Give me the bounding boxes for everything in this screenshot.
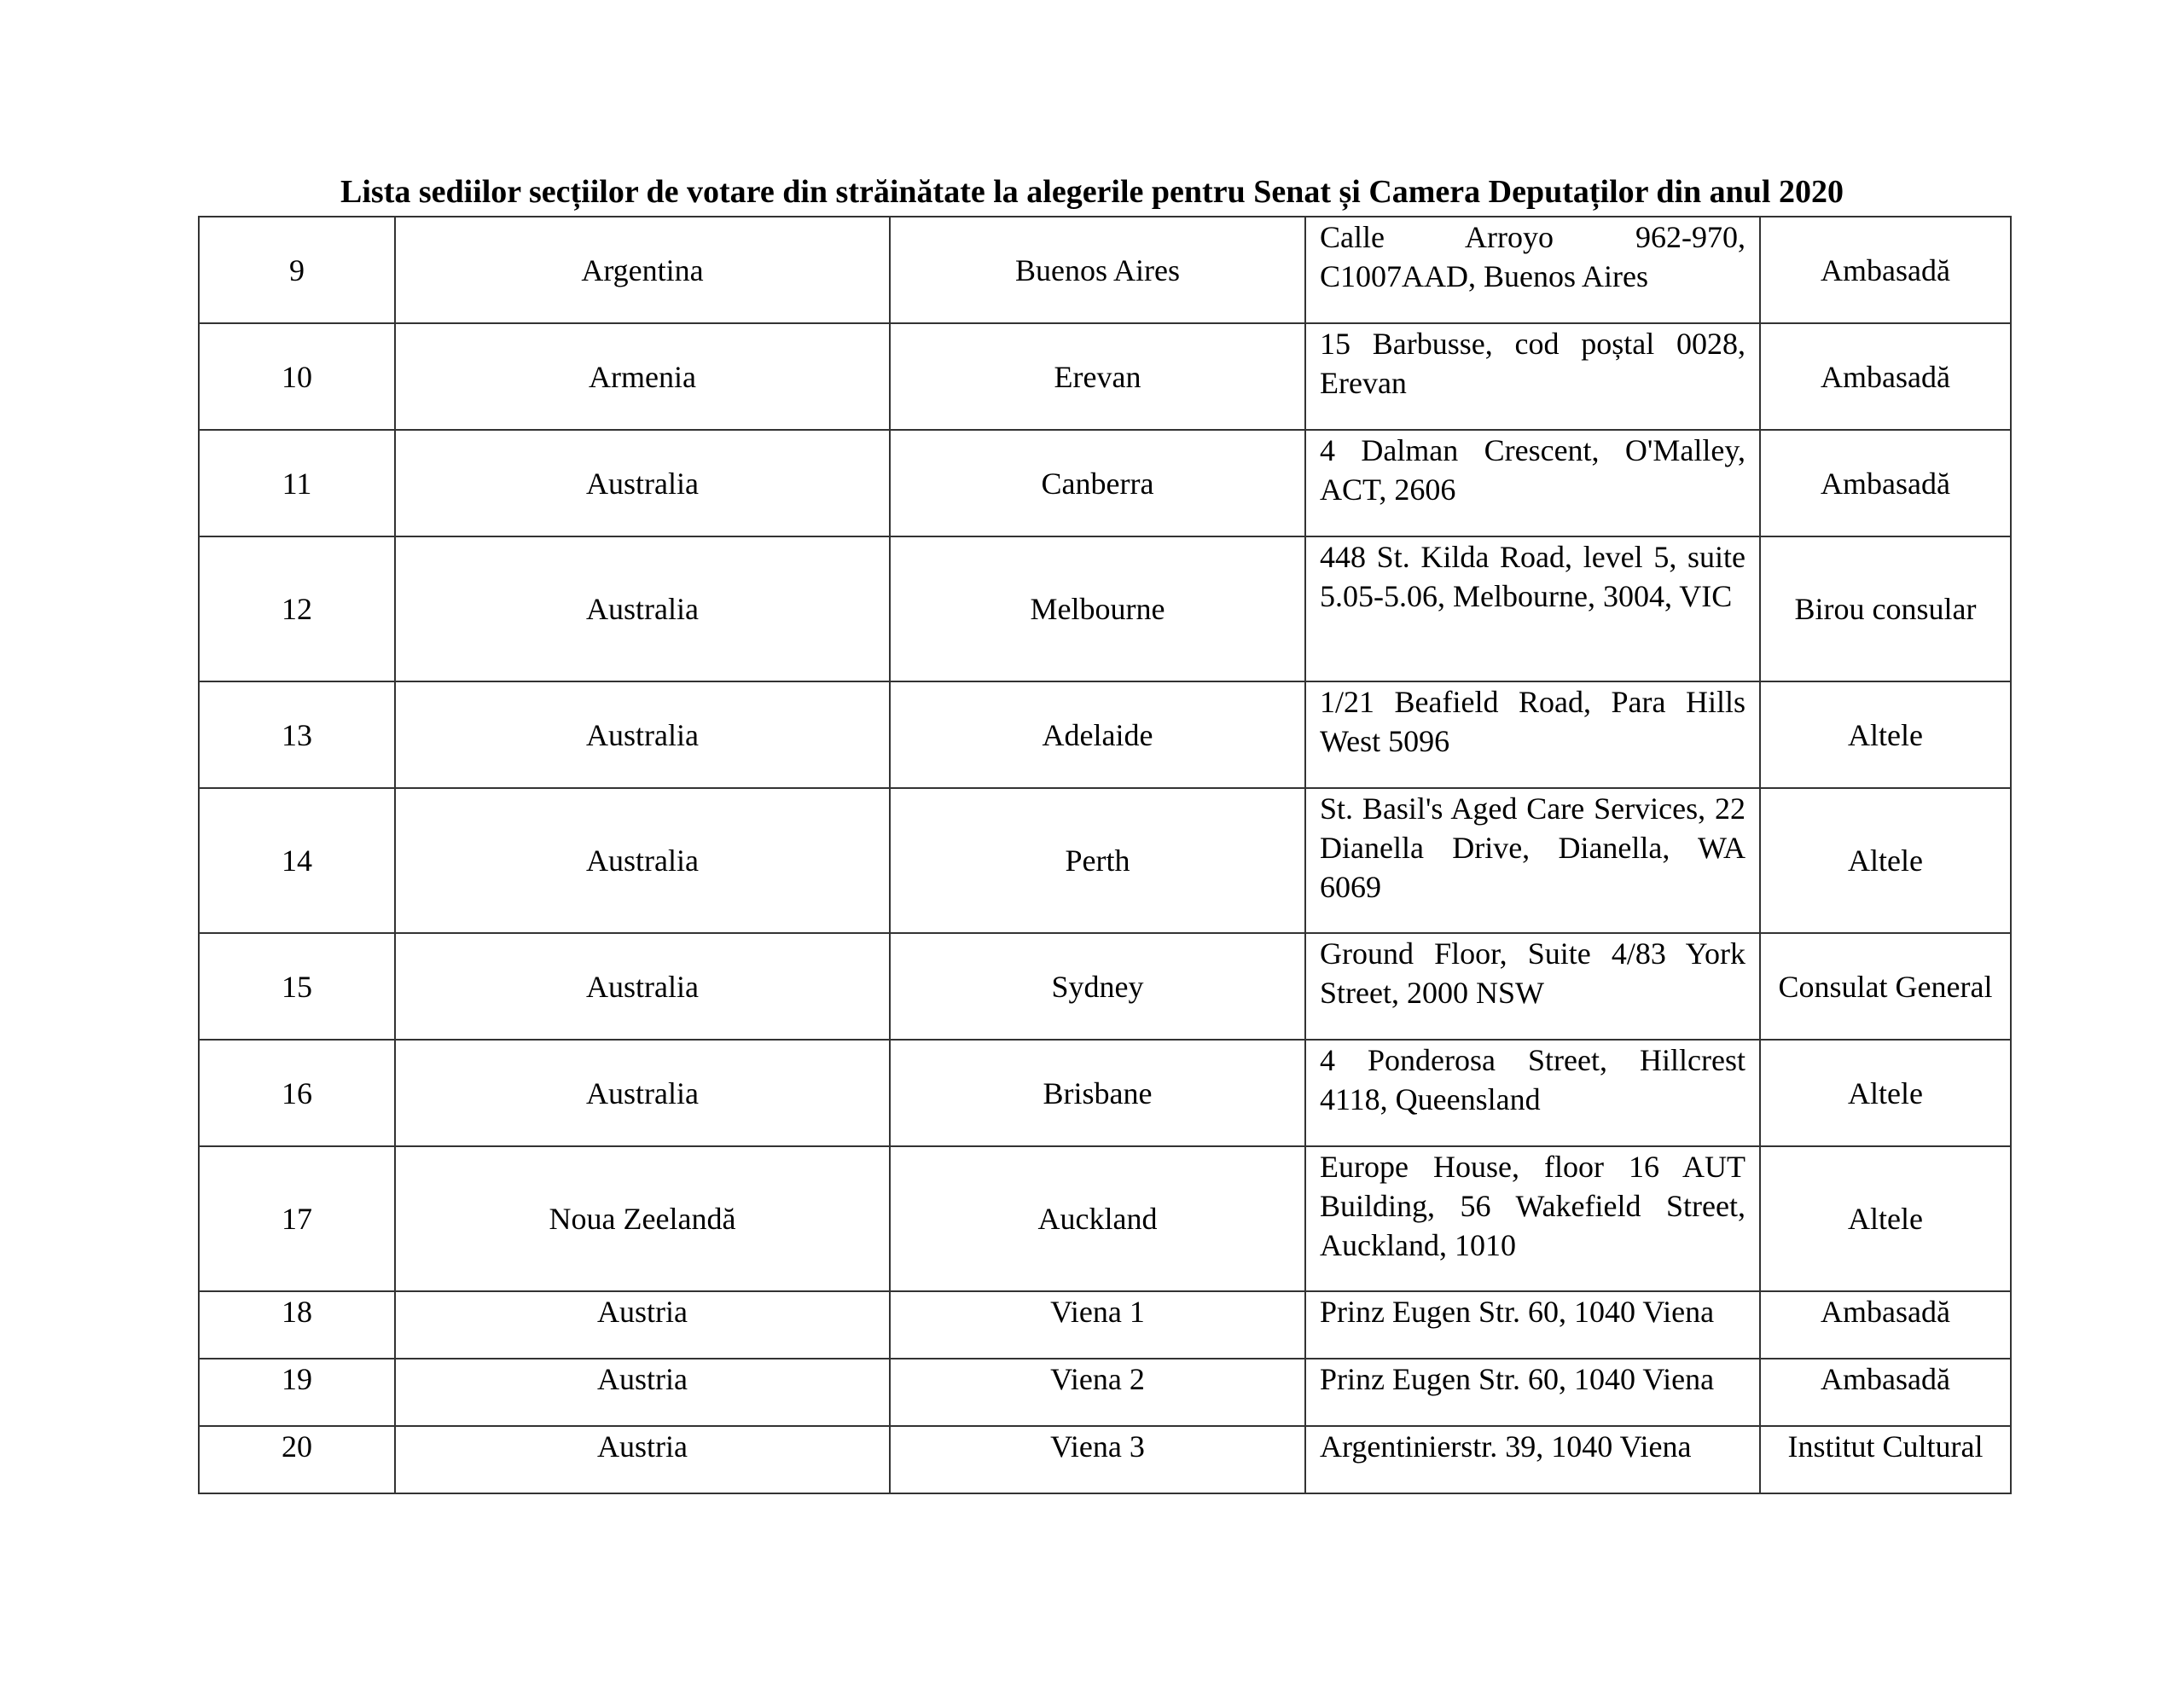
cell-country: Australia: [395, 681, 890, 788]
cell-city: Viena 1: [890, 1291, 1305, 1359]
cell-city: Erevan: [890, 323, 1305, 430]
cell-country: Austria: [395, 1359, 890, 1426]
cell-country: Austria: [395, 1426, 890, 1493]
cell-country: Austria: [395, 1291, 890, 1359]
cell-type: Altele: [1760, 1040, 2011, 1146]
table-row: [199, 1146, 2011, 1291]
cell-type: Consulat General: [1760, 933, 2011, 1040]
table-row: [199, 681, 2011, 788]
table-row: [199, 933, 2011, 1040]
cell-city: Buenos Aires: [890, 217, 1305, 323]
cell-country: Australia: [395, 536, 890, 681]
cell-type: Altele: [1760, 1146, 2011, 1291]
cell-number: 15: [199, 933, 395, 1040]
page-title: Lista sediilor secțiilor de votare din străinătate la alegerile pentru Senat și Camera Deputaților din anul 2020: [340, 174, 1844, 210]
table-row: [199, 430, 2011, 536]
cell-country: Australia: [395, 1040, 890, 1146]
cell-number: 19: [199, 1359, 395, 1426]
cell-country: Australia: [395, 788, 890, 933]
table-body: [199, 217, 2011, 1493]
cell-type: Altele: [1760, 681, 2011, 788]
cell-country: Noua Zeelandă: [395, 1146, 890, 1291]
table-row: [199, 1291, 2011, 1359]
cell-number: 13: [199, 681, 395, 788]
cell-type: Birou consular: [1760, 536, 2011, 681]
cell-city: Brisbane: [890, 1040, 1305, 1146]
table-row: [199, 323, 2011, 430]
cell-city: Viena 2: [890, 1359, 1305, 1426]
cell-address: Calle Arroyo 962-970, C1007AAD, Buenos Aires: [1305, 217, 1760, 323]
cell-city: Auckland: [890, 1146, 1305, 1291]
cell-type: Ambasadă: [1760, 323, 2011, 430]
cell-number: 10: [199, 323, 395, 430]
cell-number: 11: [199, 430, 395, 536]
table-row: [199, 1426, 2011, 1493]
table-row: [199, 1359, 2011, 1426]
cell-city: Adelaide: [890, 681, 1305, 788]
cell-country: Armenia: [395, 323, 890, 430]
cell-type: Ambasadă: [1760, 430, 2011, 536]
cell-country: Argentina: [395, 217, 890, 323]
cell-city: Perth: [890, 788, 1305, 933]
table-row: [199, 788, 2011, 933]
cell-type: Ambasadă: [1760, 217, 2011, 323]
cell-type: Institut Cultural: [1760, 1426, 2011, 1493]
cell-country: Australia: [395, 430, 890, 536]
cell-address: 4 Ponderosa Street, Hillcrest 4118, Queensland: [1305, 1040, 1760, 1146]
cell-city: Canberra: [890, 430, 1305, 536]
cell-address: Prinz Eugen Str. 60, 1040 Viena: [1305, 1291, 1760, 1359]
cell-city: Melbourne: [890, 536, 1305, 681]
cell-address: 448 St. Kilda Road, level 5, suite 5.05-5.06, Melbourne, 3004, VIC: [1305, 536, 1760, 681]
cell-address: 4 Dalman Crescent, O'Malley, ACT, 2606: [1305, 430, 1760, 536]
cell-number: 14: [199, 788, 395, 933]
cell-country: Australia: [395, 933, 890, 1040]
cell-city: Sydney: [890, 933, 1305, 1040]
cell-number: 16: [199, 1040, 395, 1146]
cell-address: Prinz Eugen Str. 60, 1040 Viena: [1305, 1359, 1760, 1426]
polling-stations-table: [198, 216, 2012, 1494]
cell-city: Viena 3: [890, 1426, 1305, 1493]
cell-number: 17: [199, 1146, 395, 1291]
cell-address: Europe House, floor 16 AUT Building, 56 Wakefield Street, Auckland, 1010: [1305, 1146, 1760, 1291]
table-row: [199, 217, 2011, 323]
table-row: [199, 536, 2011, 681]
cell-address: 1/21 Beafield Road, Para Hills West 5096: [1305, 681, 1760, 788]
cell-type: Ambasadă: [1760, 1291, 2011, 1359]
cell-type: Ambasadă: [1760, 1359, 2011, 1426]
cell-address: Argentinierstr. 39, 1040 Viena: [1305, 1426, 1760, 1493]
cell-number: 12: [199, 536, 395, 681]
table-row: [199, 1040, 2011, 1146]
cell-address: 15 Barbusse, cod poștal 0028, Erevan: [1305, 323, 1760, 430]
cell-address: Ground Floor, Suite 4/83 York Street, 2000 NSW: [1305, 933, 1760, 1040]
cell-number: 18: [199, 1291, 395, 1359]
cell-number: 20: [199, 1426, 395, 1493]
cell-number: 9: [199, 217, 395, 323]
cell-type: Altele: [1760, 788, 2011, 933]
cell-address: St. Basil's Aged Care Services, 22 Dianella Drive, Dianella, WA 6069: [1305, 788, 1760, 933]
